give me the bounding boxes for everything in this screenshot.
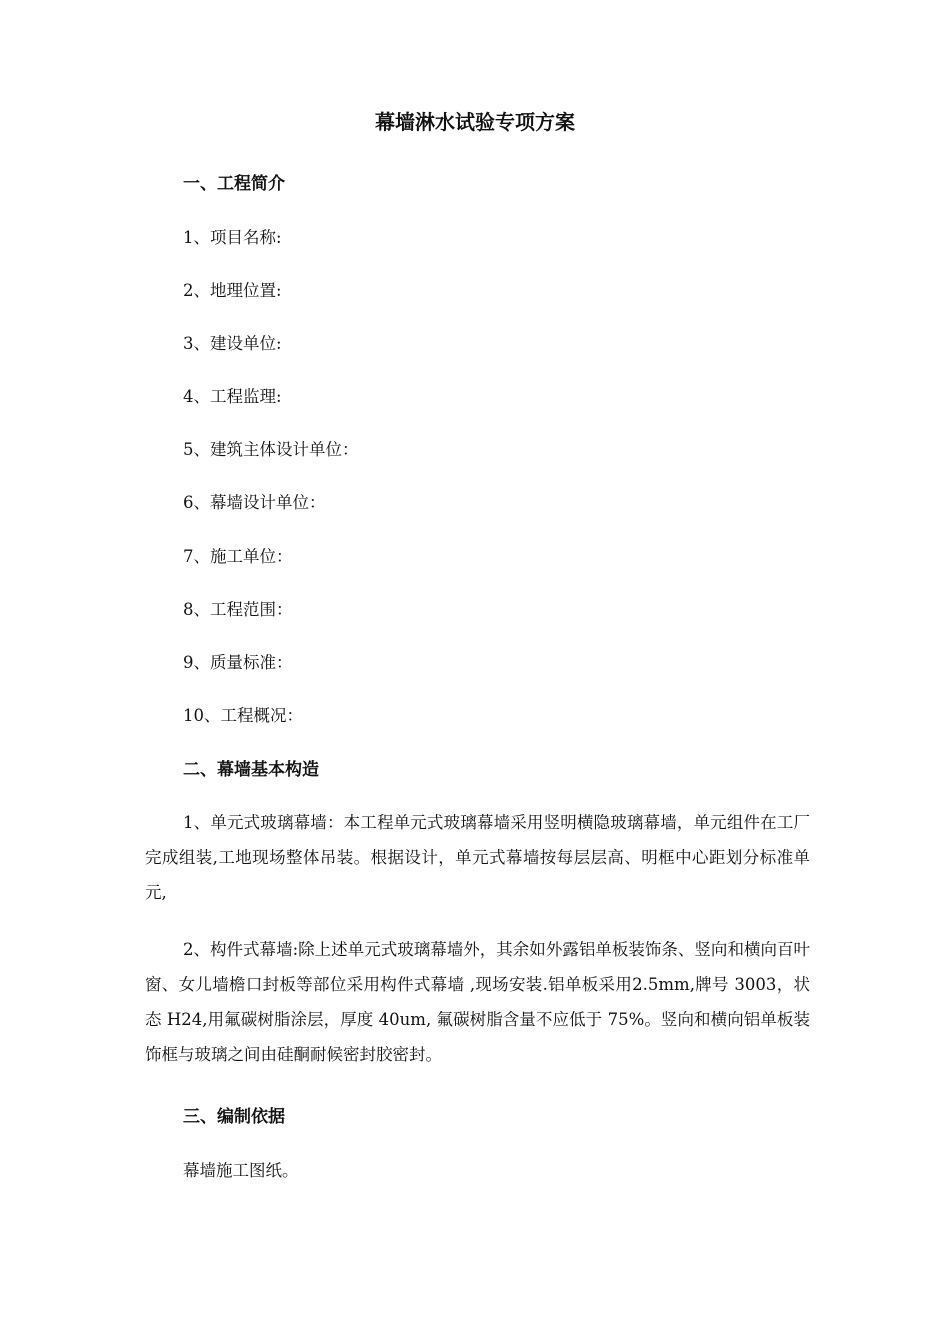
item-location: 2、地理位置: xyxy=(183,281,282,300)
section-heading-overview: 一、工程简介 xyxy=(183,174,285,194)
paragraph-basis: 幕墙施工图纸。 xyxy=(183,1161,299,1180)
item-supervision: 4、工程监理: xyxy=(183,387,282,406)
item-curtain-wall-design-unit: 6、幕墙设计单位： xyxy=(183,493,326,512)
document-title: 幕墙淋水试验专项方案 xyxy=(375,110,575,134)
section-heading-structure: 二、幕墙基本构造 xyxy=(183,760,319,780)
item-main-design-unit: 5、建筑主体设计单位： xyxy=(183,440,359,459)
paragraph-unit-curtain-wall: 1、单元式玻璃幕墙：本工程单元式玻璃幕墙采用竖明横隐玻璃幕墙，单元组件在工厂完成组装,工地现场整体吊装。根据设计，单元式幕墙按每层层高、明框中心距划分标准单元, xyxy=(145,813,810,902)
item-project-summary: 10、工程概况： xyxy=(183,706,303,725)
item-scope: 8、工程范围： xyxy=(183,600,293,619)
section-heading-basis: 三、编制依据 xyxy=(183,1107,285,1127)
item-construction-unit: 3、建设单位: xyxy=(183,334,282,353)
item-quality-standard: 9、质量标准： xyxy=(183,653,293,672)
paragraph-component-curtain-wall: 2、构件式幕墙:除上述单元式玻璃幕墙外，其余如外露铝单板装饰条、竖向和横向百叶窗、女儿墙檐口封板等部位采用构件式幕墙 ,现场安装.铝单板采用2.5mm,牌号 3003，状态 H24,用氟碳树脂涂层，厚度 40um, 氟碳树脂含量不应低于 75%。竖向和横向铝单板装饰框与玻璃之间由硅酮耐候密封胶密封。 xyxy=(145,940,810,1064)
item-project-name: 1、项目名称: xyxy=(183,228,282,247)
item-contractor: 7、施工单位： xyxy=(183,547,293,566)
